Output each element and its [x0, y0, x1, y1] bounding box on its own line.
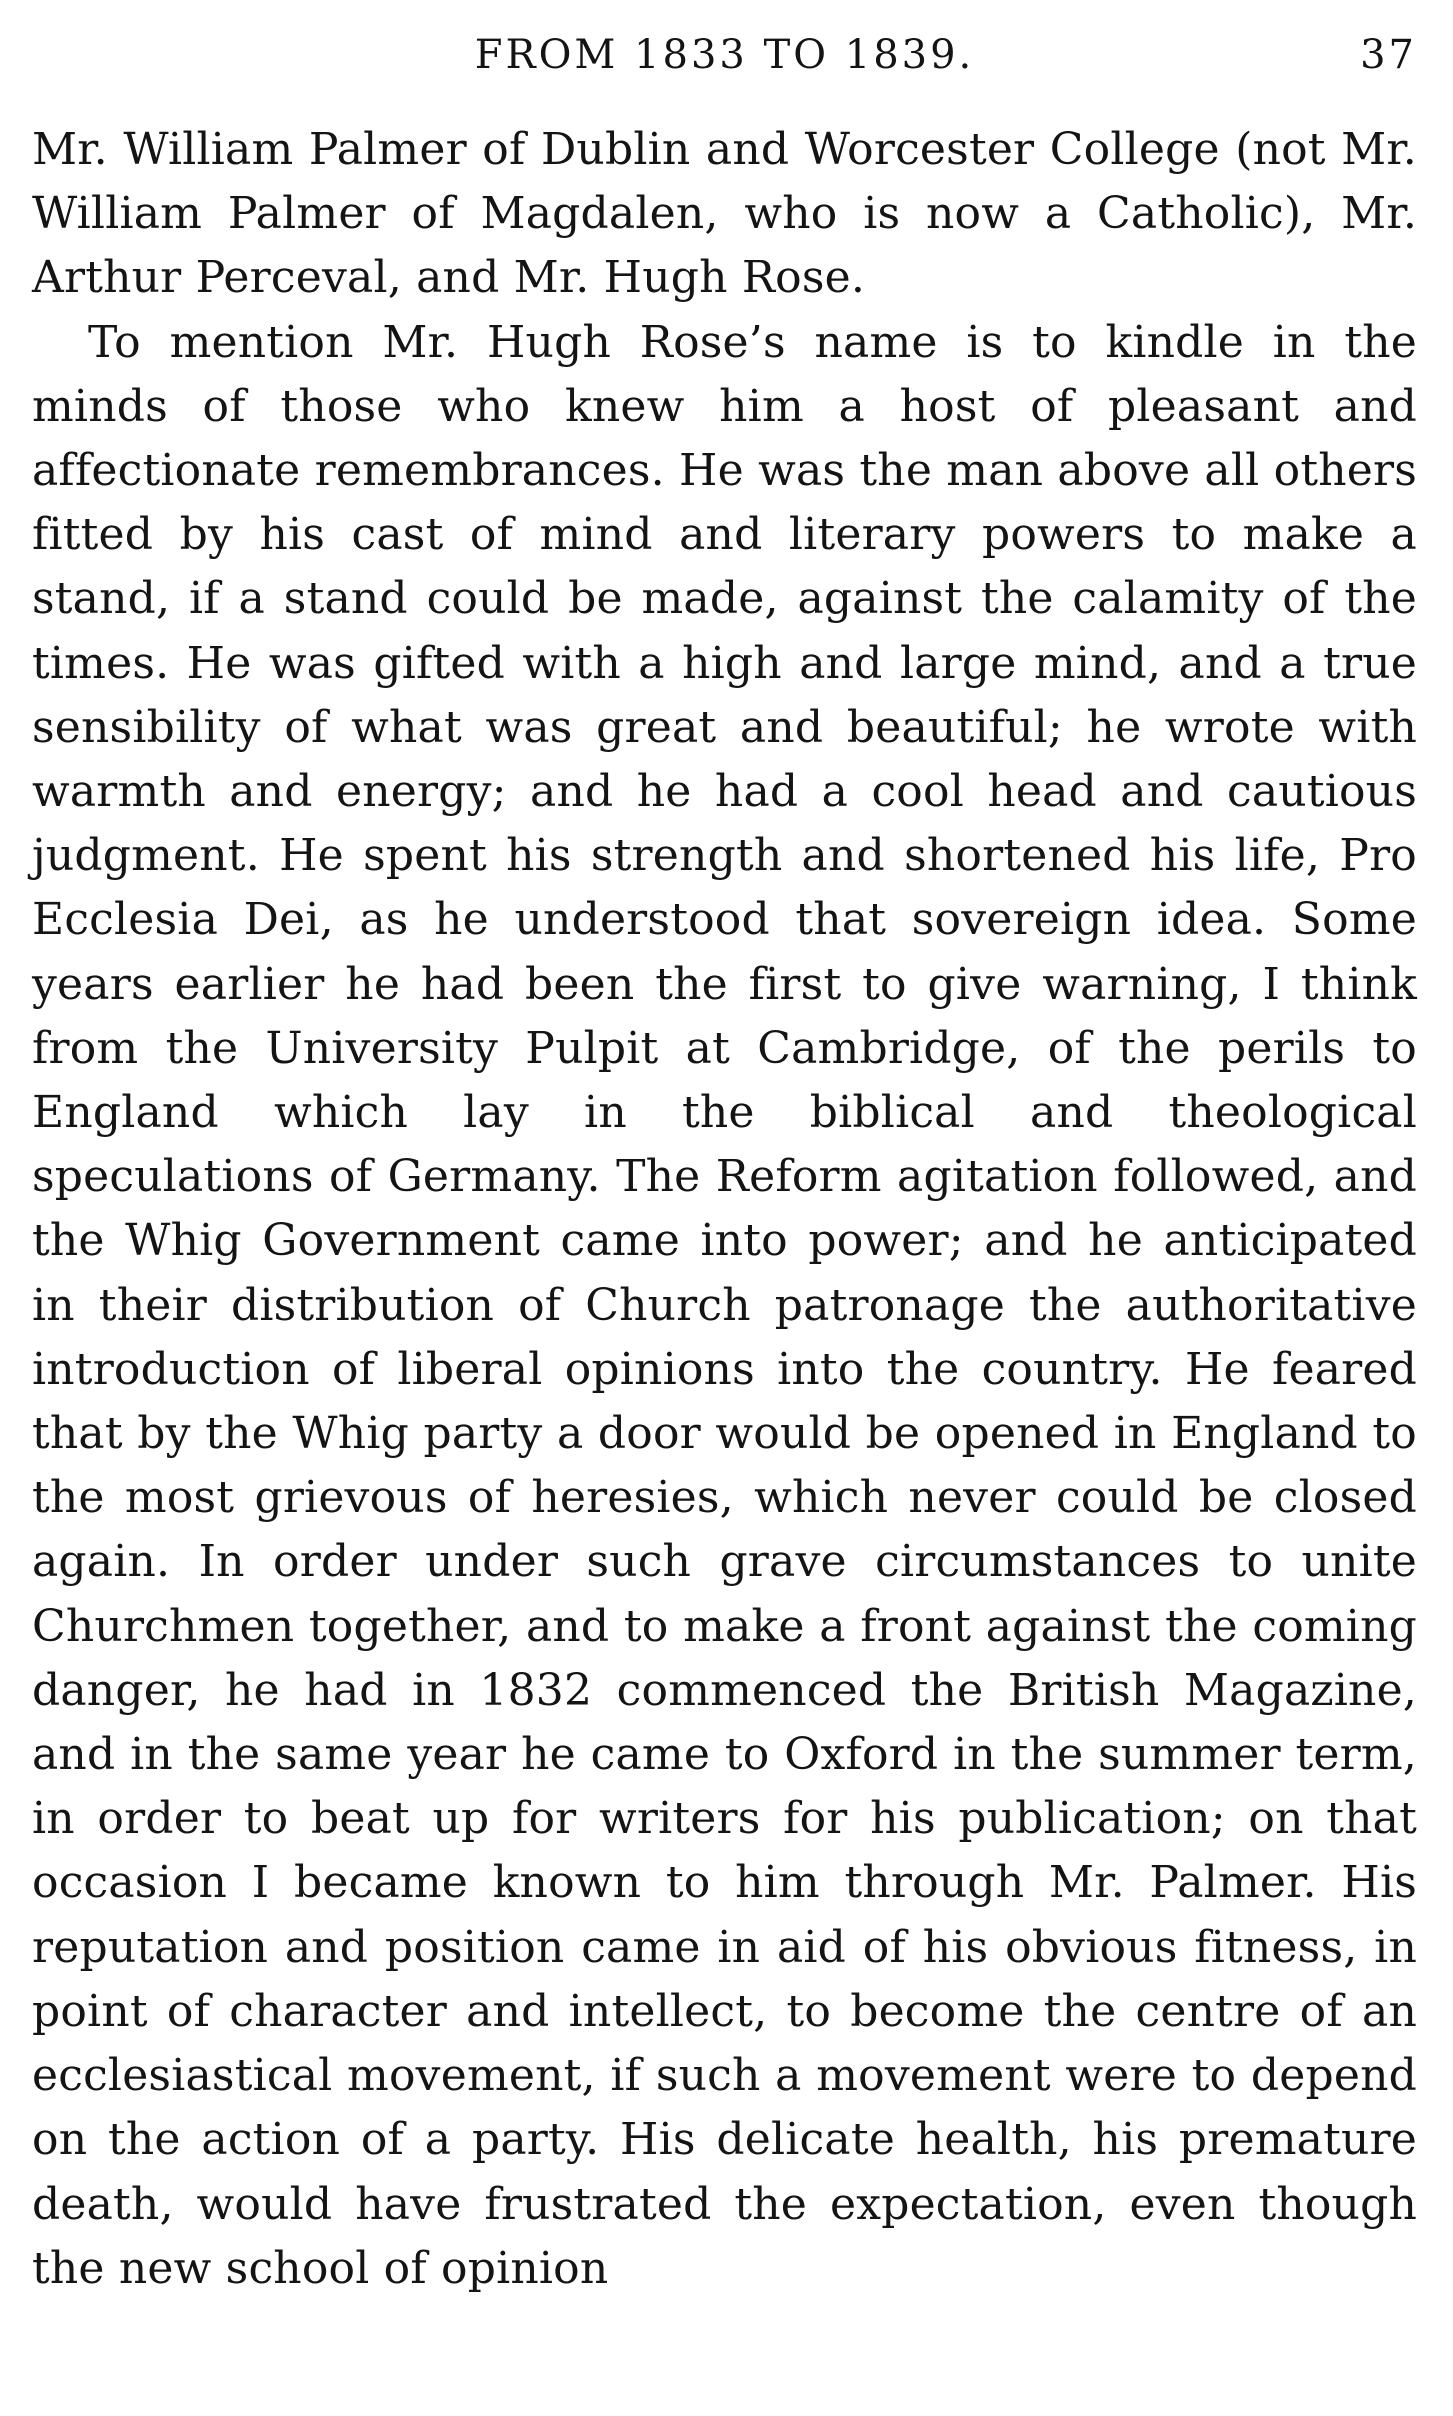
paragraph-continuation: Mr. William Palmer of Dublin and Worcester College (not Mr. William Palmer of Magdalen, who is now a Catholic), Mr. Arthur Perceval, and Mr. Hugh Rose.: [32, 124, 1417, 304]
paragraph-hugh-rose: To mention Mr. Hugh Rose’s name is to kindle in the minds of those who knew him a host of pleasant and affectionate remembrances. He was the man above all others fitted by his cast of mind and literary powers to make a stand, if a stand could be made, against the calamity of the times. He was gifted with a high and large mind, and a true sensibility of what was great and beautiful; he wrote with warmth and energy; and he had a cool head and cautious judgment. He spent his strength and shortened his life, Pro Ecclesia Dei, as he understood that sovereign idea. Some years earlier he had been the first to give warning, I think from the University Pulpit at Cambridge, of the perils to England which lay in the biblical and theological speculations of Germany. The Reform agitation followed, and the Whig Government came into power; and he anticipated in their distribution of Church patronage the authoritative introduction of liberal opinions into the country. He feared that by the Whig party a door would be opened in England to the most grievous of heresies, which never could be closed again. In order under such grave circumstances to unite Churchmen together, and to make a front against the coming danger, he had in 1832 commenced the British Magazine, and in the same year he came to Oxford in the summer term, in order to beat up for writers for his publication; on that occasion I became known to him through Mr. Palmer. His reputation and position came in aid of his obvious fitness, in point of character and intellect, to become the centre of an ecclesiastical movement, if such a movement were to depend on the action of a party. His delicate health, his premature death, would have frustrated the expectation, even though the new school of opinion: [32, 316, 1417, 2294]
running-title: FROM 1833 TO 1839.: [474, 32, 975, 78]
page-number: 37: [1360, 32, 1417, 78]
book-page: [32, 22, 1417, 2402]
running-head: [32, 22, 1417, 118]
body-text: [32, 118, 1417, 2301]
